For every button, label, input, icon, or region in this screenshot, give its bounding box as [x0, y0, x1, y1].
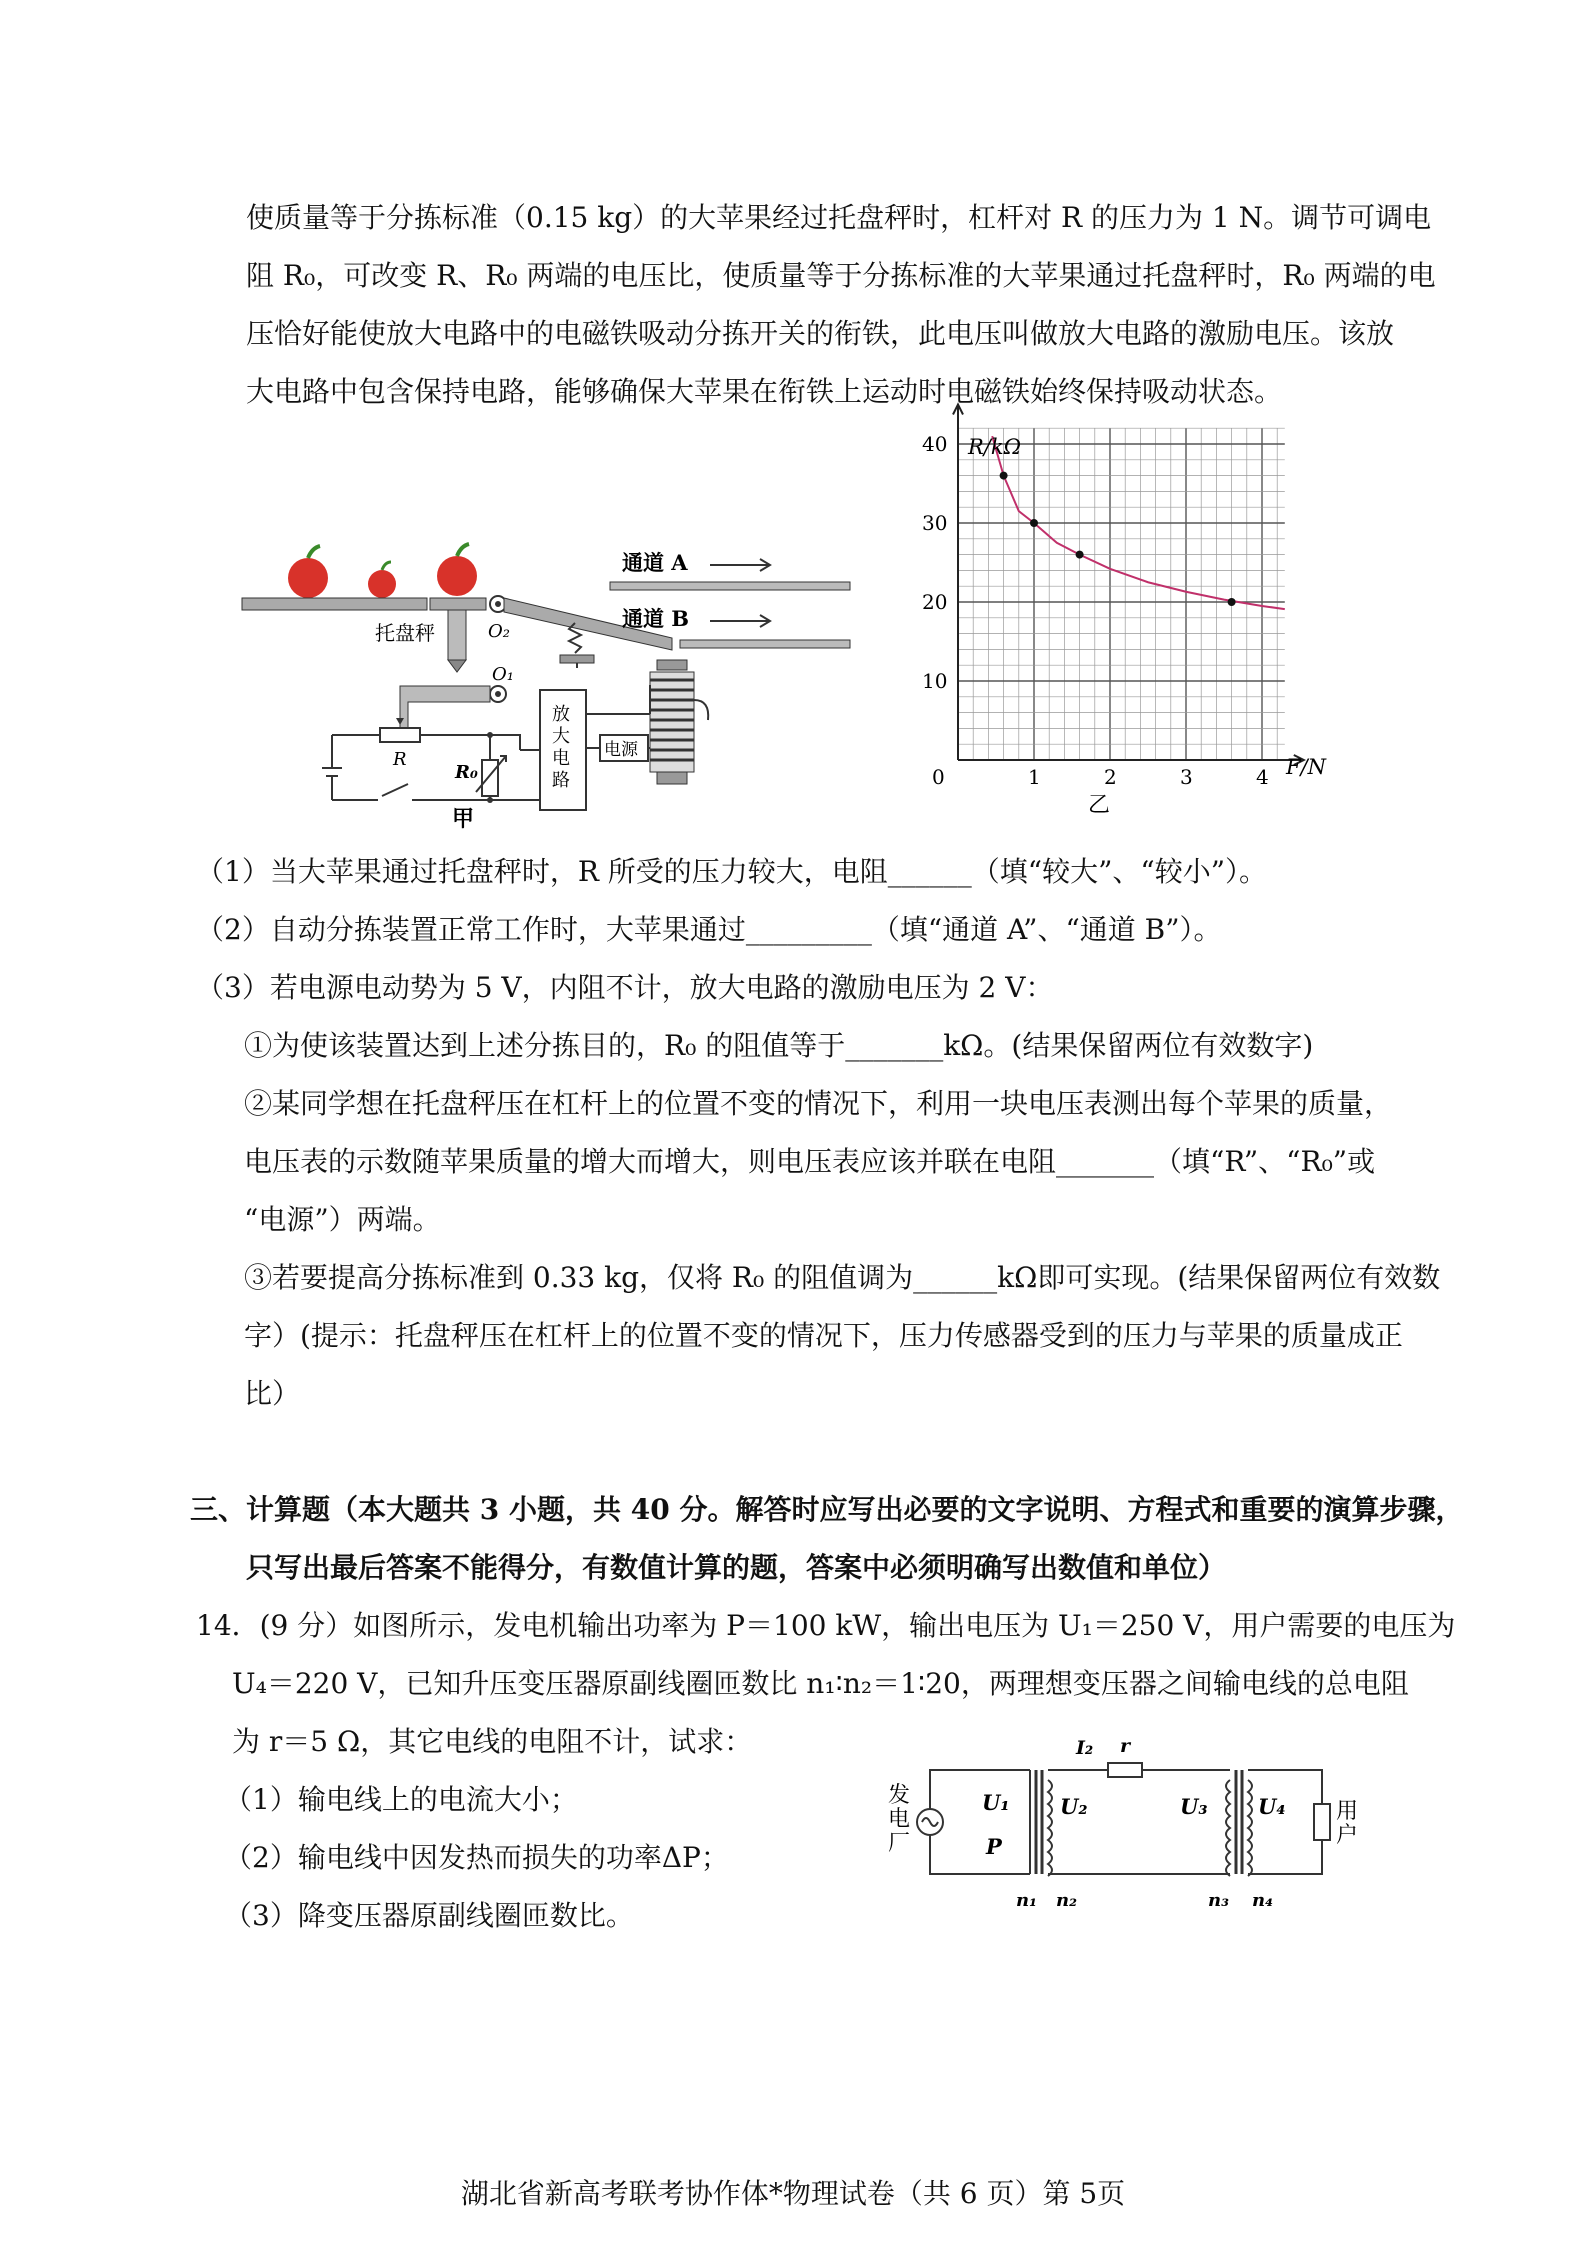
figure-yi-caption: 乙	[1088, 793, 1111, 818]
section3-heading-cont: 只写出最后答案不能得分，有数值计算的题，答案中必须明确写出数值和单位）	[246, 1551, 1227, 1584]
q13-part3-1: ①为使该装置达到上述分拣目的，R₀ 的阻值等于_______kΩ。(结果保留两位有效数字)	[244, 1029, 1314, 1062]
r-label: R	[393, 749, 407, 770]
intro-line-3: 压恰好能使放大电路中的电磁铁吸动分拣开关的衔铁，此电压叫做放大电路的激励电压。该放	[246, 317, 1395, 350]
q14-part1: （1）输电线上的电流大小；	[224, 1783, 578, 1816]
q13-part2: （2）自动分拣装置正常工作时，大苹果通过_________（填“通道 A”、“通道 B”）。	[196, 913, 1222, 946]
section3-heading: 三、计算题（本大题共 3 小题，共 40 分。解答时应写出必要的文字说明、方程式和重要的演算步骤，	[190, 1493, 1464, 1526]
figure-jia-caption: 甲	[452, 806, 475, 832]
apple-icon	[368, 562, 396, 598]
q13-part3: （3）若电源电动势为 5 V，内阻不计，放大电路的激励电压为 2 V：	[196, 971, 1054, 1004]
n1-label: n₁	[1016, 1890, 1037, 1911]
amp-char-3: 电	[552, 748, 570, 769]
x-tick-label: 2	[1104, 765, 1117, 789]
figure-transmission-circuit	[880, 1730, 1360, 1910]
channel-a-label: 通道 A	[622, 550, 688, 575]
r-resistor-label: r	[1120, 1735, 1131, 1757]
y-tick-label: 30	[922, 511, 948, 535]
scale-label: 托盘秤	[375, 621, 435, 645]
amp-char-1: 放	[552, 704, 570, 725]
x-tick-label: 0	[932, 765, 945, 789]
user-char-2: 户	[1336, 1823, 1359, 1848]
generator-char-3: 厂	[888, 1831, 911, 1856]
x-tick-label: 1	[1028, 765, 1041, 789]
x-tick-label: 3	[1180, 765, 1193, 789]
amp-char-4: 路	[552, 770, 570, 791]
y-tick-label: 10	[922, 669, 948, 693]
intro-line-1: 使质量等于分拣标准（0.15 kg）的大苹果经过托盘秤时，杠杆对 R 的压力为 1 N。调节可调电	[246, 201, 1432, 234]
q14-part3: （3）降变压器原副线圈匝数比。	[224, 1899, 634, 1932]
data-point	[1030, 519, 1038, 527]
chart-grid	[958, 428, 1285, 760]
q13-part1: （1）当大苹果通过托盘秤时，R 所受的压力较大，电阻______（填“较大”、“较小”）。	[196, 855, 1268, 888]
y-tick-label: 20	[922, 590, 948, 614]
q14-line2: U₄＝220 V，已知升压变压器原副线圈匝数比 n₁∶n₂＝1∶20，两理想变压器之间输电线的总电阻	[232, 1667, 1409, 1700]
u2-label: U₂	[1060, 1794, 1088, 1819]
generator-char-2: 电	[888, 1807, 911, 1832]
data-point	[1228, 598, 1236, 606]
channel-b-label: 通道 B	[622, 606, 690, 631]
q13-part3-2: ②某同学想在托盘秤压在杠杆上的位置不变的情况下，利用一块电压表测出每个苹果的质量，	[244, 1087, 1393, 1120]
electromagnet-coil	[650, 672, 694, 784]
n2-label: n₂	[1056, 1890, 1077, 1911]
intro-line-4: 大电路中包含保持电路，能够确保大苹果在衔铁上运动时电磁铁始终保持吸动状态。	[246, 375, 1283, 408]
x-axis-label: F/N	[1286, 755, 1327, 779]
data-point	[1076, 551, 1084, 559]
apple-icon	[437, 544, 477, 596]
o1-label: O₁	[492, 664, 514, 685]
u4-label: U₄	[1258, 1794, 1286, 1819]
data-point	[1000, 472, 1008, 480]
u3-label: U₃	[1180, 1794, 1208, 1819]
generator-char-1: 发	[888, 1783, 911, 1808]
user-load	[1314, 1804, 1330, 1840]
q14-part2: （2）输电线中因发热而损失的功率ΔP；	[224, 1841, 729, 1874]
line-resistor	[1108, 1763, 1142, 1777]
o2-label: O₂	[488, 621, 510, 642]
q14-line3: 为 r＝5 Ω，其它电线的电阻不计，试求：	[232, 1725, 753, 1758]
apple-icon	[288, 546, 328, 598]
y-tick-label: 40	[922, 432, 948, 456]
q14-line1: 14．(9 分）如图所示，发电机输出功率为 P＝100 kW，输出电压为 U₁＝250 V，用户需要的电压为	[196, 1609, 1456, 1642]
figure-yi-graph	[900, 430, 1327, 830]
q13-part3-2-end: “电源”）两端。	[244, 1203, 441, 1236]
power-label: 电源	[604, 740, 638, 760]
page-footer: 湖北省新高考联考协作体*物理试卷（共 6 页）第 5页	[460, 2177, 1126, 2210]
n4-label: n₄	[1252, 1890, 1273, 1911]
n3-label: n₃	[1208, 1890, 1229, 1911]
r0-label: R₀	[455, 762, 478, 783]
amp-char-2: 大	[552, 726, 570, 747]
x-tick-label: 4	[1256, 765, 1269, 789]
q13-part3-3: ③若要提高分拣标准到 0.33 kg，仅将 R₀ 的阻值调为______kΩ即可实现。(结果保留两位有效数	[244, 1261, 1441, 1294]
p-label: P	[986, 1834, 1002, 1859]
figure-jia-apparatus	[230, 520, 890, 832]
intro-line-2: 阻 R₀，可改变 R、R₀ 两端的电压比，使质量等于分拣标准的大苹果通过托盘秤时，R₀ 两端的电	[246, 259, 1436, 292]
q13-part3-3-end: 比）	[244, 1377, 301, 1410]
q13-part3-2-cont: 电压表的示数随苹果质量的增大而增大，则电压表应该并联在电阻_______（填“R”、“R₀”或	[244, 1145, 1376, 1178]
u1-label: U₁	[982, 1790, 1010, 1815]
q13-part3-3-cont: 字）(提示：托盘秤压在杠杆上的位置不变的情况下，压力传感器受到的压力与苹果的质量成正	[244, 1319, 1403, 1352]
i2-label: I₂	[1076, 1737, 1094, 1759]
y-axis-label: R/kΩ	[968, 435, 1022, 459]
user-char-1: 用	[1336, 1799, 1359, 1824]
